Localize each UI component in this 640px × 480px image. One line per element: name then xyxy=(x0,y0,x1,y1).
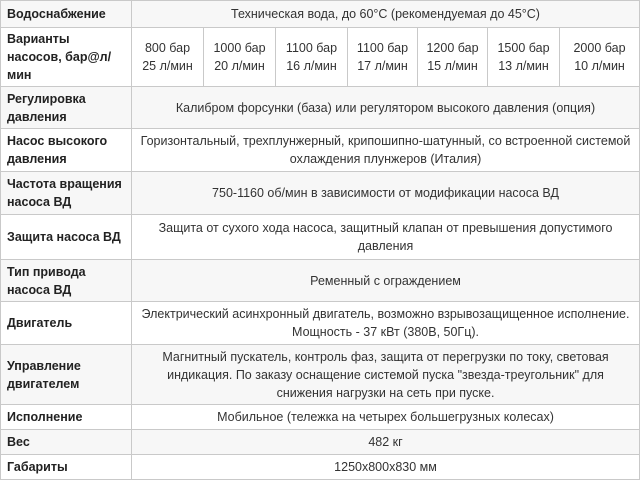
row-label-motor: Двигатель xyxy=(1,302,132,345)
row-value-pressure-regulation: Калибром форсунки (база) или регулятором высокого давления (опция) xyxy=(132,87,640,129)
row-value-drive-type: Ременный с ограждением xyxy=(132,260,640,302)
row-label-motor-control: Управление двигателем xyxy=(1,345,132,405)
row-value-weight: 482 кг xyxy=(132,430,640,455)
table-row xyxy=(1,405,640,430)
pump-pressure: 1200 бар xyxy=(426,41,479,55)
pump-flow: 16 л/мин xyxy=(286,59,337,73)
row-label-weight: Вес xyxy=(1,430,132,455)
table-row xyxy=(1,455,640,480)
pump-variant-cell xyxy=(204,28,276,87)
row-label-drive-type: Тип привода насоса ВД xyxy=(1,260,132,302)
row-value-motor: Электрический асинхронный двигатель, возможно взрывозащищенное исполнение. Мощность - 37 кВт (380В, 50Гц). xyxy=(132,302,640,345)
pump-pressure: 1000 бар xyxy=(213,41,266,55)
pump-flow: 13 л/мин xyxy=(498,59,549,73)
pump-pressure: 1500 бар xyxy=(497,41,550,55)
pump-flow: 20 л/мин xyxy=(214,59,265,73)
pump-pressure: 2000 бар xyxy=(573,41,626,55)
pump-flow: 17 л/мин xyxy=(357,59,408,73)
row-label-pump-variants: Варианты насосов, бар@л/мин xyxy=(1,28,132,87)
row-value-motor-control: Магнитный пускатель, контроль фаз, защита от перегрузки по току, световая индикация. По заказу оснащение системой пуска "звезда-треугольник" для снижения нагрузки на сеть при пуске. xyxy=(132,345,640,405)
row-label-high-pressure-pump: Насос высокого давления xyxy=(1,129,132,172)
row-label-dimensions: Габариты xyxy=(1,455,132,480)
pump-flow: 10 л/мин xyxy=(574,59,625,73)
row-label-pump-protection: Защита насоса ВД xyxy=(1,215,132,260)
table-row xyxy=(1,215,640,260)
table-row xyxy=(1,87,640,129)
row-label-pressure-regulation: Регулировка давления xyxy=(1,87,132,129)
table-row xyxy=(1,345,640,405)
pump-pressure: 800 бар xyxy=(144,41,191,55)
row-label-water-supply: Водоснабжение xyxy=(1,1,132,28)
row-value-high-pressure-pump: Горизонтальный, трехплунжерный, крипошипно-шатунный, со встроенной системой охлаждения плунжеров (Италия) xyxy=(132,129,640,172)
row-value-dimensions: 1250х800х830 мм xyxy=(132,455,640,480)
pump-variant-cell xyxy=(560,28,640,87)
row-label-design: Исполнение xyxy=(1,405,132,430)
table-row xyxy=(1,302,640,345)
pump-variant-cell xyxy=(488,28,560,87)
pump-pressure: 1100 бар xyxy=(356,41,409,55)
pump-pressure: 1100 бар xyxy=(285,41,338,55)
table-row xyxy=(1,28,640,87)
row-value-pump-protection: Защита от сухого хода насоса, защитный клапан от превышения допустимого давления xyxy=(132,215,640,260)
row-label-pump-rpm: Частота вращения насоса ВД xyxy=(1,172,132,215)
pump-variant-cell xyxy=(276,28,348,87)
table-row xyxy=(1,129,640,172)
table-row xyxy=(1,430,640,455)
pump-variant-cell xyxy=(132,28,204,87)
pump-variant-cell xyxy=(348,28,418,87)
table-row xyxy=(1,260,640,302)
table-row xyxy=(1,172,640,215)
row-value-water-supply: Техническая вода, до 60°С (рекомендуемая до 45°С) xyxy=(132,1,640,28)
row-value-design: Мобильное (тележка на четырех большегрузных колесах) xyxy=(132,405,640,430)
pump-flow: 15 л/мин xyxy=(427,59,478,73)
pump-flow: 25 л/мин xyxy=(142,59,193,73)
table-row xyxy=(1,1,640,28)
pump-variant-cell xyxy=(418,28,488,87)
row-value-pump-rpm: 750-1160 об/мин в зависимости от модификации насоса ВД xyxy=(132,172,640,215)
